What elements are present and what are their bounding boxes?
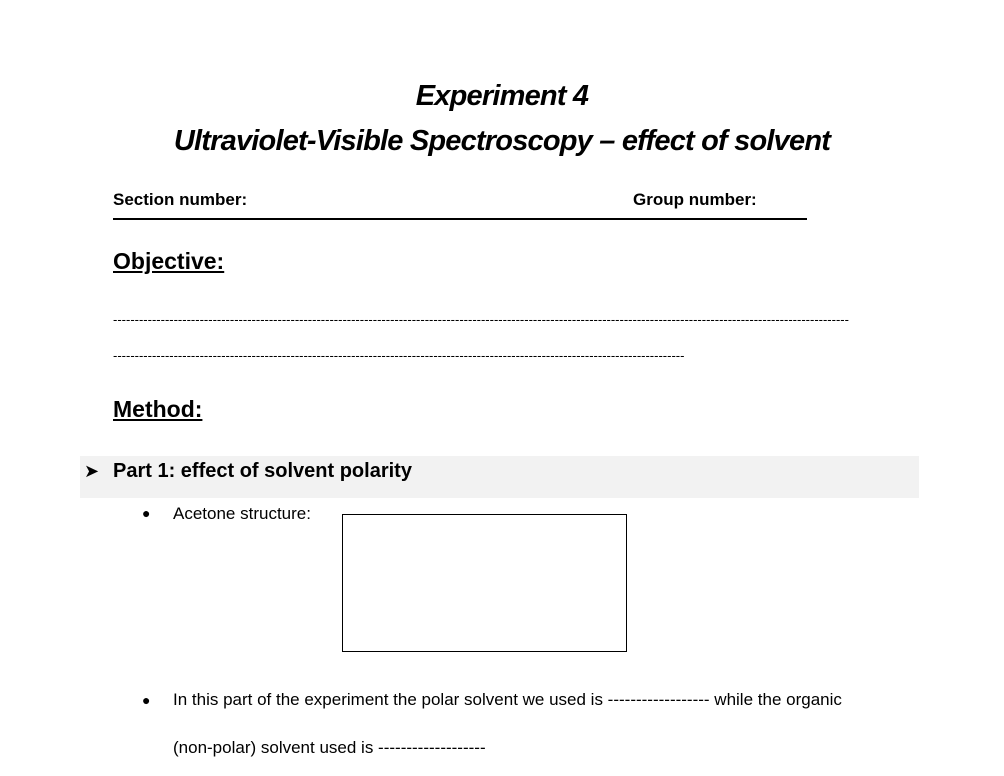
part1-title: Part 1: effect of solvent polarity [113,460,412,482]
acetone-structure-box [342,514,627,652]
bullet-icon: ● [142,505,151,521]
document-title: Experiment 4 [415,80,589,112]
objective-answer-line-2: ------------------------------------------------------------------------------------------------------------------------------------ [113,349,685,362]
part1-header [80,456,919,498]
group-number-label: Group number: [633,190,757,209]
method-heading: Method: [113,396,203,422]
section-number-label: Section number: [113,190,248,209]
arrow-bullet-icon: ➤ [84,461,100,481]
bullet-icon: ● [142,692,151,708]
acetone-structure-label: Acetone structure: [173,504,311,523]
objective-heading: Objective: [113,248,225,274]
polar-solvent-sentence: In this part of the experiment the polar solvent we used is ------------------ while the organic [173,690,842,709]
section-group-row [113,190,807,220]
document-subtitle: Ultraviolet-Visible Spectroscopy – effect of solvent [173,125,831,157]
nonpolar-solvent-sentence: (non-polar) solvent used is ------------------- [173,738,486,757]
objective-answer-line-1: -------------------------------------------------------------------------------------------------------------------------------------------------------------------------- [113,313,849,326]
